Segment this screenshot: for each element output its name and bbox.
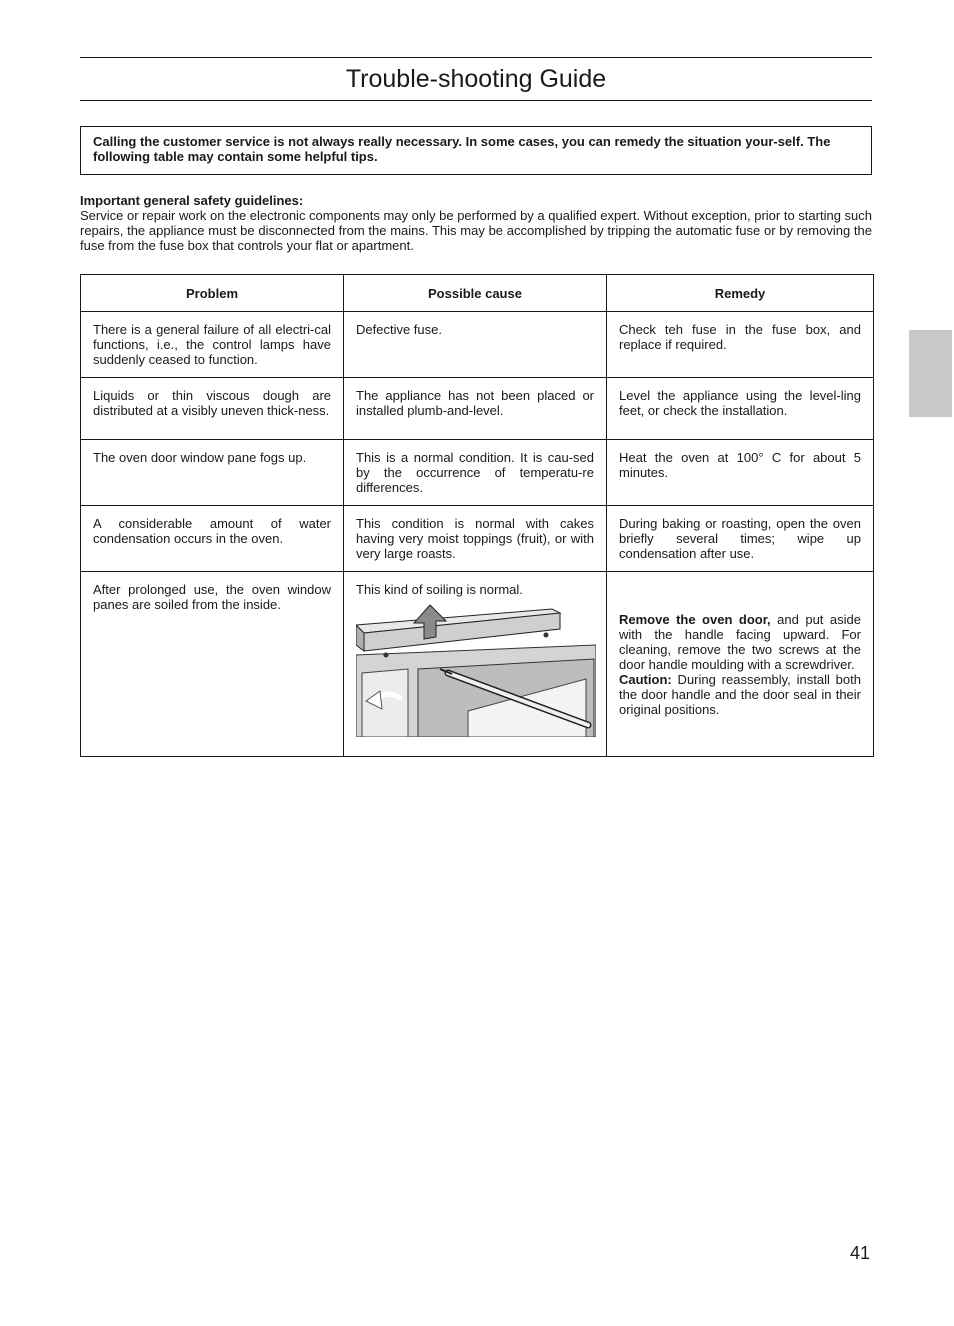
safety-heading: Important general safety guidelines: [80, 193, 304, 208]
header-remedy: Remedy [607, 275, 874, 312]
table-row [81, 506, 874, 572]
table-row [81, 572, 874, 757]
page-title: Trouble-shooting Guide [80, 57, 872, 101]
remedy-cell: Check teh fuse in the fuse box, and replace if required. [607, 312, 874, 378]
table-row [81, 440, 874, 506]
problem-cell: Liquids or thin viscous dough are distributed at a visibly uneven thick-ness. [81, 378, 344, 440]
caution-text: During reassembly, install both the door handle and the door seal in their original positions. [619, 671, 861, 717]
remedy-step-text: and put aside with the handle facing upward. For cleaning, remove the two screws at the door handle moulding with a screwdriver. [619, 611, 861, 672]
remedy-cell: Level the appliance using the level-ling feet, or check the installation. [607, 378, 874, 440]
header-cause: Possible cause [344, 275, 607, 312]
remedy-step-label: Remove the oven door, [619, 611, 771, 627]
troubleshooting-table [80, 274, 874, 757]
caution-label: Caution: [619, 671, 672, 687]
problem-cell: The oven door window pane fogs up. [81, 440, 344, 506]
cause-cell: Defective fuse. [344, 312, 607, 378]
intro-box: Calling the customer service is not always really necessary. In some cases, you can remedy the situation your-self. The following table may contain some helpful tips. [80, 126, 872, 175]
cause-cell [344, 572, 607, 757]
cause-text: This kind of soiling is normal. [356, 582, 523, 597]
problem-cell: A considerable amount of water condensation occurs in the oven. [81, 506, 344, 572]
header-problem: Problem [81, 275, 344, 312]
safety-text: Service or repair work on the electronic components may only be performed by a qualified expert. Without exception, prior to starting such repairs, the appliance must be disconnected from the mains. This may be accomplished by tripping the automatic fuse or by removing the fuse from the fuse box that controls your flat or apartment. [80, 208, 872, 253]
problem-cell: There is a general failure of all electri-cal functions, i.e., the control lamps have suddenly ceased to function. [81, 312, 344, 378]
table-row [81, 312, 874, 378]
remedy-cell: Heat the oven at 100° C for about 5 minutes. [607, 440, 874, 506]
page-number: 41 [849, 1243, 870, 1263]
remedy-cell: During baking or roasting, open the oven briefly several times; wipe up condensation after use. [607, 506, 874, 572]
cause-cell: The appliance has not been placed or installed plumb-and-level. [344, 378, 607, 440]
table-header-row [81, 275, 874, 312]
oven-door-illustration [356, 603, 596, 737]
safety-section [80, 193, 872, 253]
cause-cell: This condition is normal with cakes having very moist toppings (fruit), or with very large roasts. [344, 506, 607, 572]
section-tab-marker [909, 330, 952, 417]
cause-cell: This is a normal condition. It is cau-sed by the occurrence of temperatu-re differences. [344, 440, 607, 506]
remedy-cell [607, 572, 874, 757]
table-row [81, 378, 874, 440]
problem-cell: After prolonged use, the oven window panes are soiled from the inside. [81, 572, 344, 757]
